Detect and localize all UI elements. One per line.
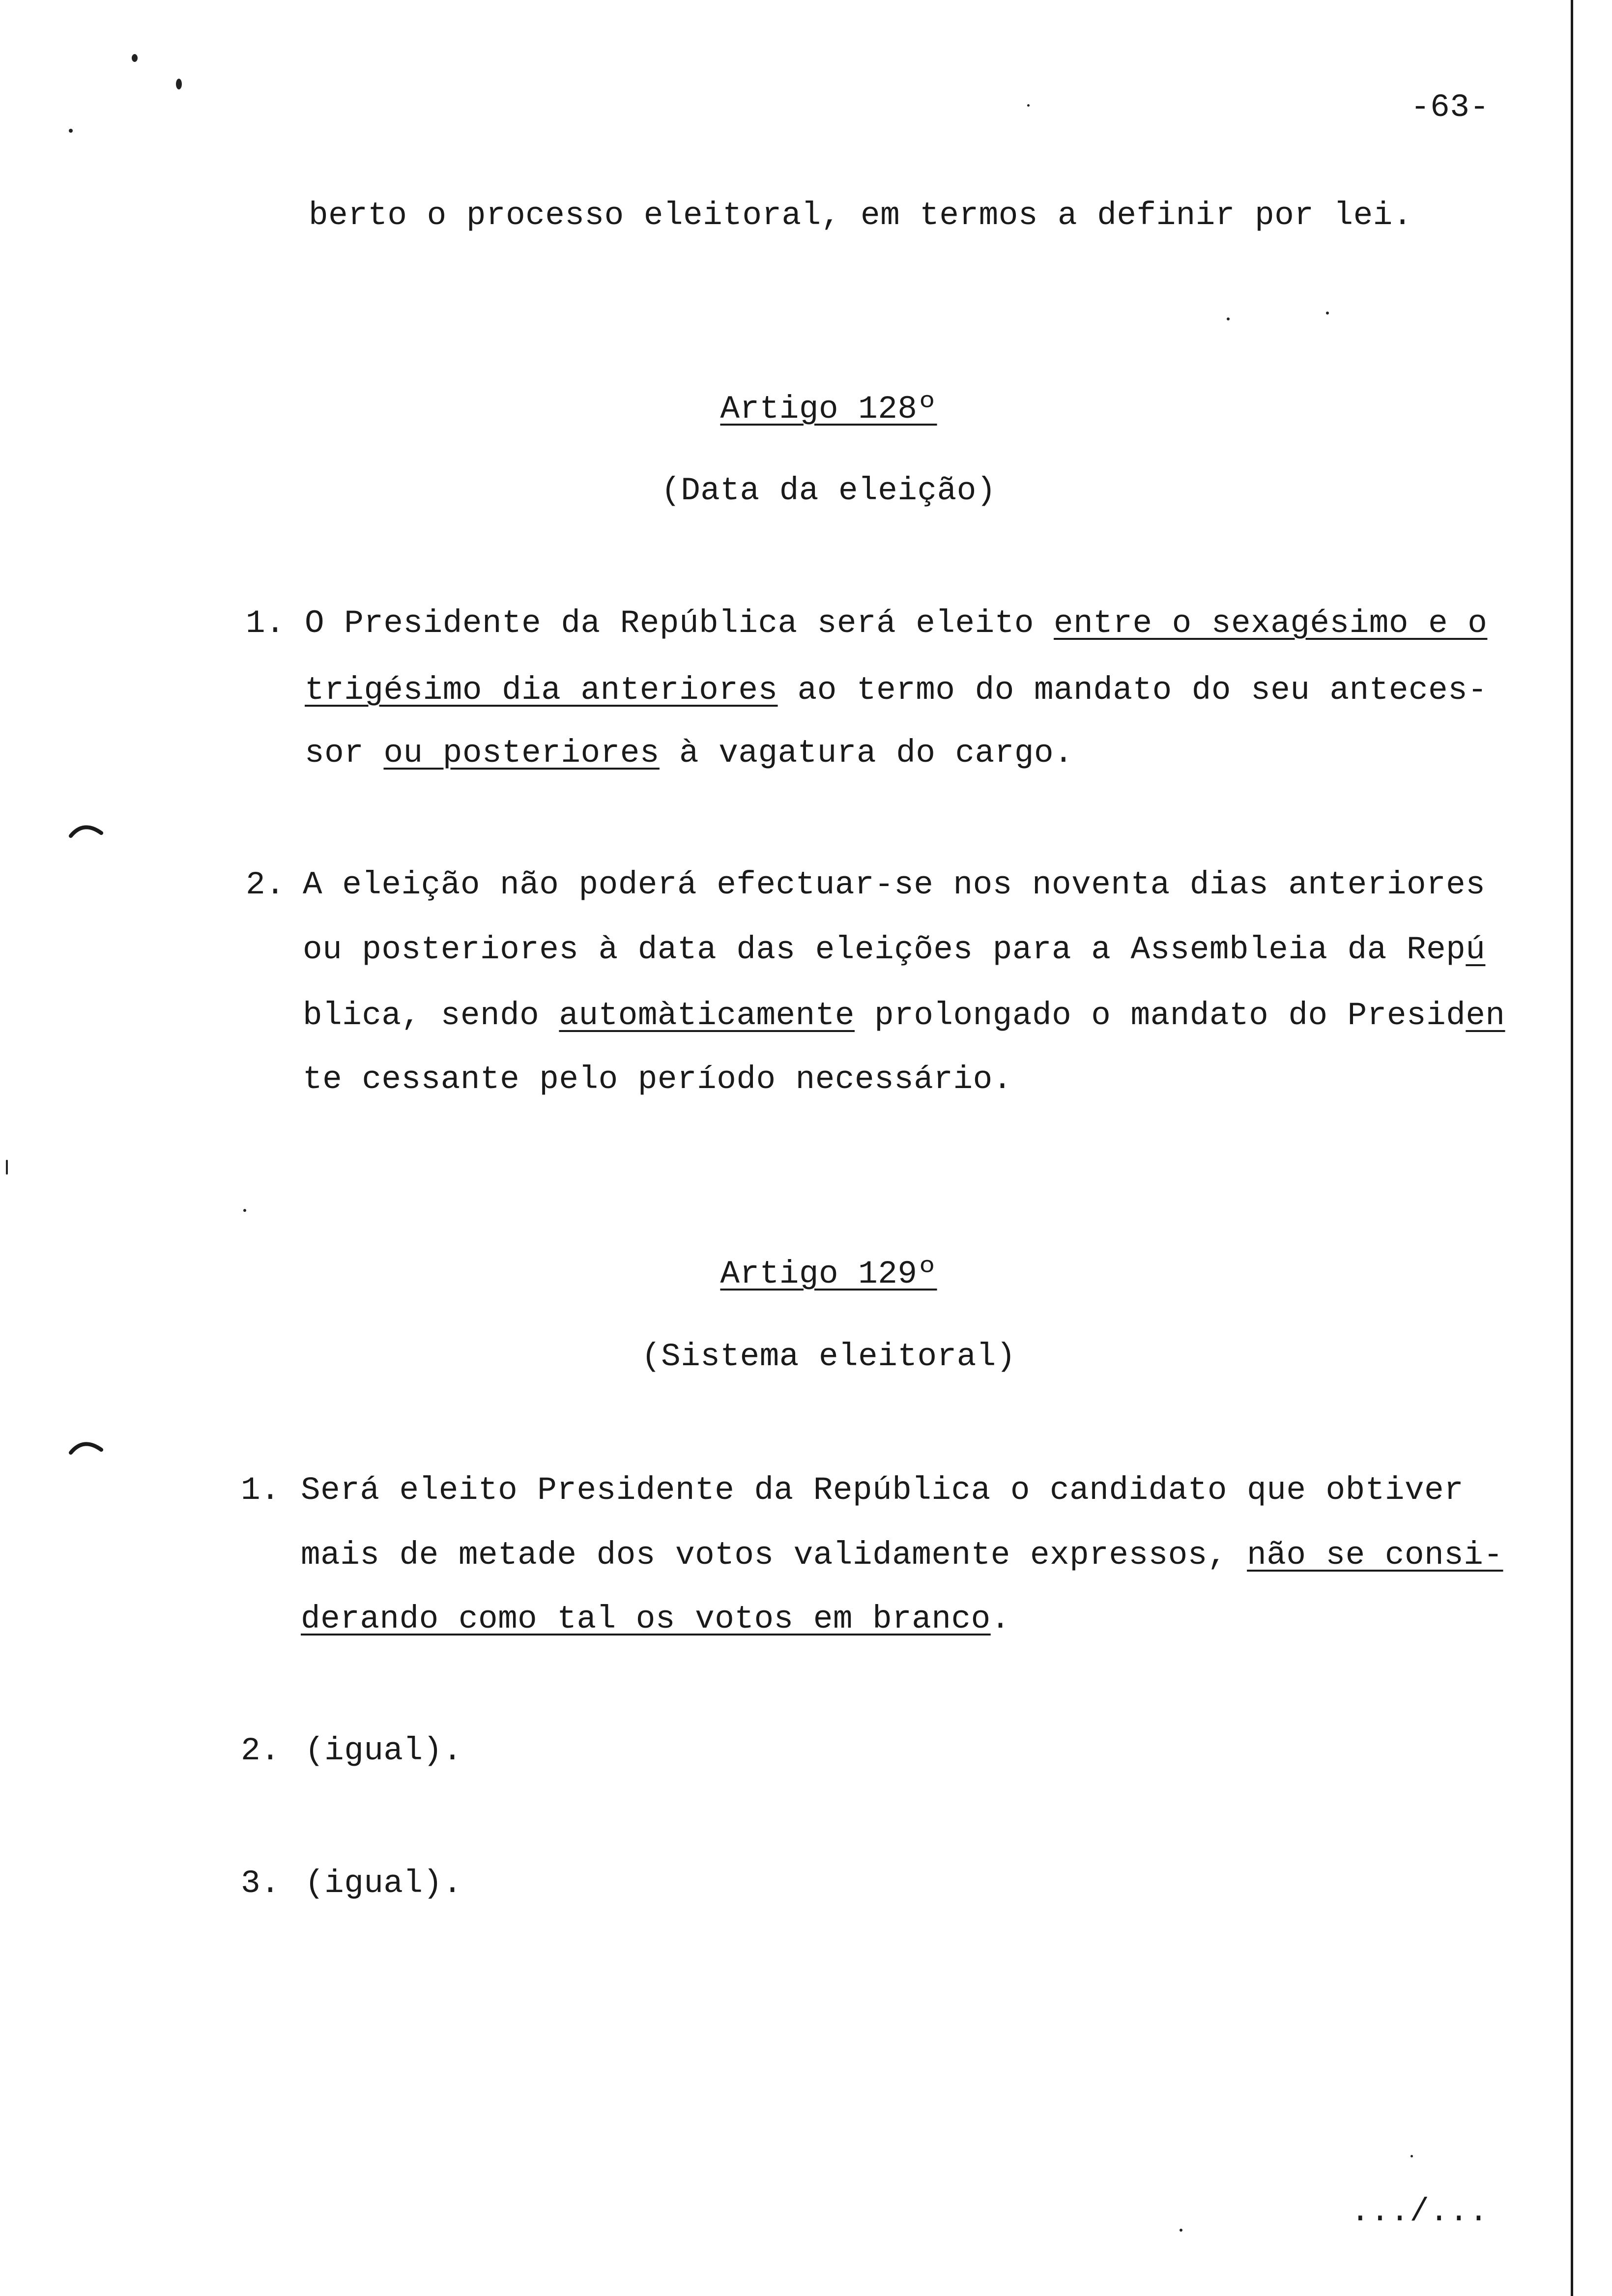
scan-speck xyxy=(1410,2155,1413,2157)
punch-hole-mark xyxy=(69,1435,103,1455)
text-segment: Será eleito Presidente da República o candidato que obtiver xyxy=(301,1472,1464,1509)
body-line xyxy=(301,1474,1464,1507)
scan-speck xyxy=(1180,2229,1182,2232)
underlined-text: en xyxy=(1466,997,1505,1034)
item-number: 2. xyxy=(246,866,286,903)
punch-hole-mark xyxy=(69,818,103,838)
text-segment: prolongado o mandato do Presid xyxy=(855,997,1466,1034)
text-segment: sor xyxy=(305,735,384,772)
item-number: 2. xyxy=(241,1732,281,1769)
text-segment: à vagatura do cargo. xyxy=(659,735,1074,772)
body-line xyxy=(301,1539,1503,1572)
article-subtitle: (Data da eleição) xyxy=(661,472,996,509)
item-number: 1. xyxy=(241,1472,281,1509)
scan-speck xyxy=(1326,312,1329,315)
continuation-footer: .../... xyxy=(1351,2193,1489,2230)
text-segment: A eleição não poderá efectuar-se nos noventa dias anteriores xyxy=(303,866,1486,903)
article-title: Artigo 128º xyxy=(720,391,937,428)
body-line xyxy=(305,1732,462,1769)
underlined-text: ou posteriores xyxy=(383,735,660,772)
body-line xyxy=(305,607,1487,640)
page-edge-rule xyxy=(1571,0,1573,2296)
article-title: Artigo 129º xyxy=(720,1256,937,1292)
body-line xyxy=(303,931,1486,968)
item-number: 1. xyxy=(246,605,286,642)
text-segment: (igual). xyxy=(305,1732,462,1769)
scan-speck xyxy=(132,54,138,62)
continuation-line: berto o processo eleitoral, em termos a definir por lei. xyxy=(309,197,1412,234)
underlined-text: trigésimo dia anteriores xyxy=(305,672,778,709)
text-segment: blica, sendo xyxy=(303,997,559,1034)
scan-speck xyxy=(1227,317,1230,320)
text-segment: O Presidente da República será eleito xyxy=(305,605,1054,642)
scan-speck xyxy=(69,129,73,133)
body-line xyxy=(301,1603,1010,1636)
underlined-text: entre o sexagésimo e o xyxy=(1054,605,1488,642)
body-line xyxy=(305,737,1073,770)
text-segment: ao termo do mandato do seu anteces- xyxy=(777,672,1488,709)
scan-speck xyxy=(1027,104,1030,107)
scan-speck xyxy=(243,1209,246,1212)
body-line xyxy=(303,997,1505,1034)
body-line xyxy=(305,674,1487,707)
body-line xyxy=(303,1063,1012,1096)
text-segment: ou posteriores à data das eleições para a Assembleia da Rep xyxy=(303,931,1466,968)
text-segment: (igual). xyxy=(305,1865,462,1902)
text-segment: te cessante pelo período necessário. xyxy=(303,1061,1012,1098)
underlined-text: derando como tal os votos em branco xyxy=(301,1601,991,1637)
text-segment: mais de metade dos votos validamente expressos, xyxy=(301,1537,1247,1574)
article-subtitle: (Sistema eleitoral) xyxy=(641,1338,1016,1375)
body-line xyxy=(305,1867,462,1900)
scan-speck xyxy=(6,1160,8,1175)
underlined-text: automàticamente xyxy=(559,997,855,1034)
underlined-text: ú xyxy=(1466,931,1486,968)
body-line xyxy=(303,866,1486,903)
underlined-text: não se consi- xyxy=(1247,1537,1503,1574)
scan-speck xyxy=(176,79,182,89)
item-number: 3. xyxy=(241,1865,281,1902)
page-number: -63- xyxy=(1410,89,1490,126)
text-segment: . xyxy=(990,1601,1010,1637)
